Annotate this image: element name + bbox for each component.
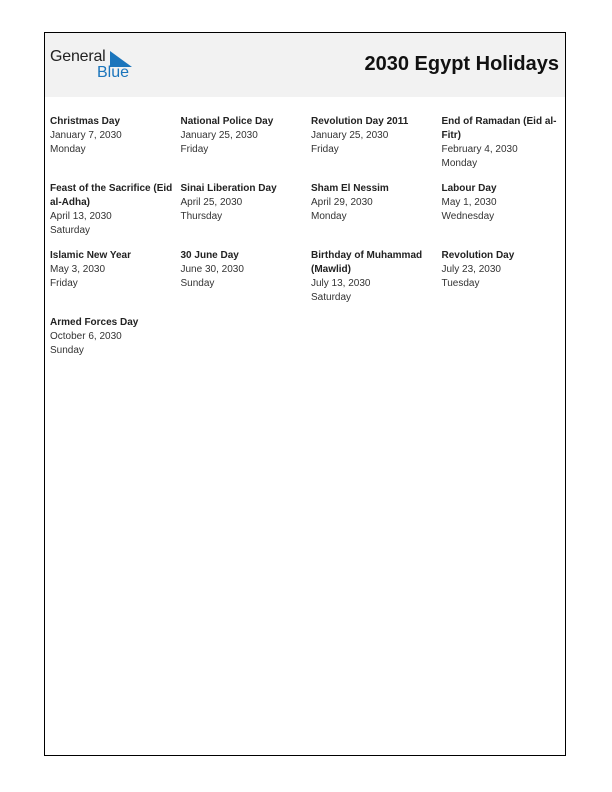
- holiday-item: [442, 249, 565, 305]
- holiday-name: Labour Day: [441, 183, 497, 194]
- holiday-weekday: Monday: [50, 144, 86, 155]
- holiday-name: Revolution Day: [441, 250, 515, 261]
- logo-general-text: General: [50, 48, 106, 65]
- holiday-item: [50, 182, 181, 238]
- holiday-weekday: Thursday: [180, 211, 223, 222]
- holiday-item: [311, 249, 442, 305]
- holiday-date: April 29, 2030: [311, 197, 373, 208]
- holiday-date: July 13, 2030: [311, 278, 371, 289]
- holiday-name: Revolution Day 2011: [311, 116, 409, 127]
- holiday-item: [50, 316, 181, 358]
- holiday-name: Islamic New Year: [50, 250, 131, 261]
- holiday-weekday: Wednesday: [441, 211, 495, 222]
- holiday-weekday: Saturday: [50, 225, 91, 236]
- holiday-weekday: Monday: [311, 211, 347, 222]
- holiday-weekday: Friday: [311, 144, 339, 155]
- holiday-weekday: Friday: [180, 144, 209, 155]
- holiday-weekday: Friday: [50, 278, 78, 289]
- holiday-date: April 13, 2030: [50, 211, 112, 222]
- page-title: 2030 Egypt Holidays: [364, 53, 559, 75]
- holiday-name: 30 June Day: [180, 250, 239, 261]
- holiday-date: January 7, 2030: [50, 130, 122, 141]
- holiday-name: Christmas Day: [50, 116, 121, 127]
- holiday-date: May 1, 2030: [441, 197, 497, 208]
- holiday-date: January 25, 2030: [311, 130, 389, 141]
- holiday-weekday: Sunday: [50, 345, 84, 356]
- holiday-date: June 30, 2030: [180, 264, 244, 275]
- holiday-weekday: Sunday: [180, 278, 215, 289]
- holiday-item: [50, 115, 181, 171]
- page-frame: [44, 32, 566, 756]
- holiday-item: [311, 182, 442, 238]
- holiday-weekday: Tuesday: [441, 278, 480, 289]
- holiday-item: [181, 182, 312, 238]
- holiday-date: April 25, 2030: [180, 197, 243, 208]
- logo-blue-text: Blue: [97, 64, 130, 81]
- holiday-date: February 4, 2030: [441, 144, 518, 155]
- holiday-item: [311, 115, 442, 171]
- holiday-name: Sinai Liberation Day: [180, 183, 277, 194]
- holiday-name: Sham El Nessim: [311, 183, 389, 194]
- holiday-name: National Police Day: [180, 116, 274, 127]
- holiday-item: [442, 182, 565, 238]
- holiday-name: Feast of the Sacrifice (Eid al-Adha): [50, 183, 173, 208]
- holiday-date: January 25, 2030: [180, 130, 258, 141]
- holiday-weekday: Monday: [441, 158, 478, 169]
- logo: [50, 48, 140, 82]
- header: [45, 33, 565, 97]
- holiday-date: July 23, 2030: [441, 264, 501, 275]
- holiday-name: Birthday of Muhammad (Mawlid): [311, 250, 423, 275]
- holiday-item: [181, 115, 312, 171]
- holiday-date: May 3, 2030: [50, 264, 106, 275]
- holiday-item: [442, 115, 565, 171]
- holiday-item: [50, 249, 181, 305]
- holiday-name: Armed Forces Day: [50, 317, 139, 328]
- holiday-weekday: Saturday: [311, 292, 352, 303]
- holiday-grid: [50, 115, 565, 358]
- holiday-date: October 6, 2030: [50, 331, 122, 342]
- holiday-item: [181, 249, 312, 305]
- holiday-name: End of Ramadan (Eid al-Fitr): [441, 116, 557, 141]
